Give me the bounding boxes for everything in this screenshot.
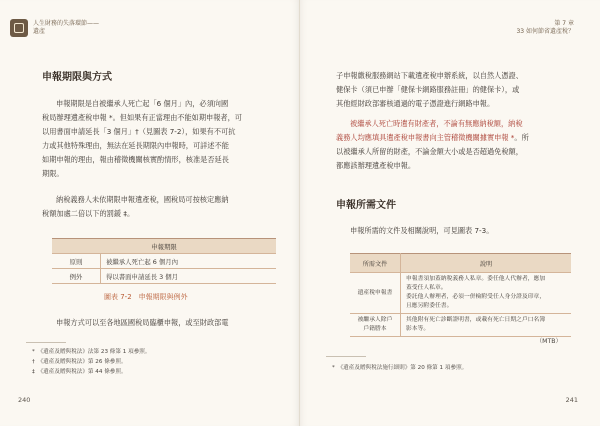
cell-line: 申報書須加蓋納稅義務人私章。委任他人代辦者，應加 (406, 276, 546, 282)
footnote: ‡ 《遺產及贈與稅法》第 44 條參照。 (32, 369, 127, 375)
table-header: 申報期限 (52, 239, 276, 254)
header-section: 33 如何節省遺產稅？ (516, 28, 574, 35)
paragraph-online-filing (336, 69, 586, 111)
text-line: 申報所需的文件及相關說明，可見圖表 7-3。 (350, 226, 494, 235)
header-title-line1: 人生財務的失落環節—— (33, 20, 100, 27)
text-line: 子申報繳稅服務網站下載遺產稅申辦系統，以自然人憑證、 (336, 71, 523, 80)
table-row (52, 269, 276, 284)
page-number: 241 (565, 396, 578, 404)
table-source: （MTB） (536, 338, 562, 345)
text-line: 稅局辦理遺產稅申報 *。但如果有正當理由不能如期申報者，可 (42, 113, 242, 122)
footnote: * 《遺產及贈與稅法施行細則》第 20 條第 1 項參照。 (332, 365, 468, 371)
chapter-icon (10, 19, 28, 37)
footnote: † 《遺產及贈與稅法》第 26 條參照。 (32, 359, 127, 365)
paragraph-penalty (42, 193, 282, 221)
text-line: 以被繼承人所留的財產，不論金額大小或是否超過免稅額， (336, 147, 523, 156)
paragraph-obligation (336, 117, 586, 173)
table-row (350, 273, 571, 314)
text-line: 其他經財政部審核通過的電子憑證進行網路申報。 (336, 99, 495, 108)
header-title-line2: 遺產 (33, 28, 46, 35)
running-header-left (10, 19, 99, 37)
footnote: * 《遺產及贈與稅法》法第 23 條第 1 項參照。 (32, 349, 151, 355)
deadline-table (52, 238, 276, 284)
footnote-divider (26, 342, 66, 343)
text-line: 以用書面申請延長「3 個月」†（見圖表 7-2），如果有不可抗 (42, 127, 236, 136)
footnote-divider (326, 356, 366, 357)
cell-line: 委託他人辦理者，必須一併檢附受任人身分證及印章， (406, 294, 546, 300)
text-line: 如期申報的理由，報由稽徵機關核實酌情形，核准是否延長 (42, 155, 229, 164)
table-header: 所需文件 (350, 254, 401, 273)
text-line: 申報方式可以至各地區國稅局臨櫃申報，或至財政部電 (56, 318, 229, 327)
section-title-deadline: 申報期限與方式 (42, 72, 112, 83)
table-cell-label: 被繼承人除戶戶籍謄本 (350, 314, 401, 337)
page-number: 240 (18, 396, 31, 404)
text-line: 納稅義務人未依期限申報遺產稅，國稅局可按核定應納 (56, 195, 229, 204)
footnotes (332, 363, 467, 373)
table-row (52, 254, 276, 269)
table-cell-label: 原則 (52, 254, 101, 269)
cell-line: 其他附有死亡診斷證明書，或載有死亡日期之戶口名簿 (406, 317, 546, 323)
cell-line: 蓋受任人私章。 (406, 285, 447, 291)
cell-line: 影本等。 (406, 326, 430, 332)
text-line: 稅額加處二倍以下的罰鍰 ‡。 (42, 209, 135, 218)
paragraph-deadline (42, 97, 282, 181)
documents-table (350, 253, 571, 337)
table-header: 說明 (401, 254, 572, 273)
section-title-documents: 申報所需文件 (336, 200, 396, 211)
table-cell-value: 得以書面申請延長 3 個月 (101, 269, 277, 284)
header-chapter: 第 7 章 (554, 20, 574, 27)
table-cell-value (401, 314, 572, 337)
table-cell-value: 被繼承人死亡起 6 個月內 (101, 254, 277, 269)
highlighted-text: 被繼承人死亡時遺有財產者，不論有無應納稅額，納稅 (350, 119, 523, 128)
figure-caption: 圖表 7-2 申報期限與例外 (104, 293, 188, 301)
table-cell-value (401, 273, 572, 314)
highlighted-text: 義務人均應填具遺產稅申報書向主管稽徵機關據實申報 * (336, 133, 515, 142)
paragraph-method (42, 316, 282, 330)
cell-line: 且應另附委任書。 (406, 303, 453, 309)
running-header-right (516, 20, 574, 36)
text-line: 力或其他特殊理由，無法在延長期限內申報時，可詳述不能 (42, 141, 229, 150)
text-fragment: 。所 (514, 133, 529, 142)
paragraph-documents (336, 224, 586, 238)
footnotes (32, 347, 150, 377)
text-line: 申報期限是自被繼承人死亡起「6 個月」內，必須向國 (56, 99, 229, 108)
table-row (350, 314, 571, 337)
table-cell-label: 例外 (52, 269, 101, 284)
text-line: 期限。 (42, 169, 64, 178)
right-page (300, 0, 600, 426)
table-cell-label: 遺產稅申報書 (350, 273, 401, 314)
text-line: 都應該辦理遺產稅申報。 (336, 161, 416, 170)
text-line: 健保卡（須已申辦「健保卡網路服務註冊」的健保卡），或 (336, 85, 520, 94)
